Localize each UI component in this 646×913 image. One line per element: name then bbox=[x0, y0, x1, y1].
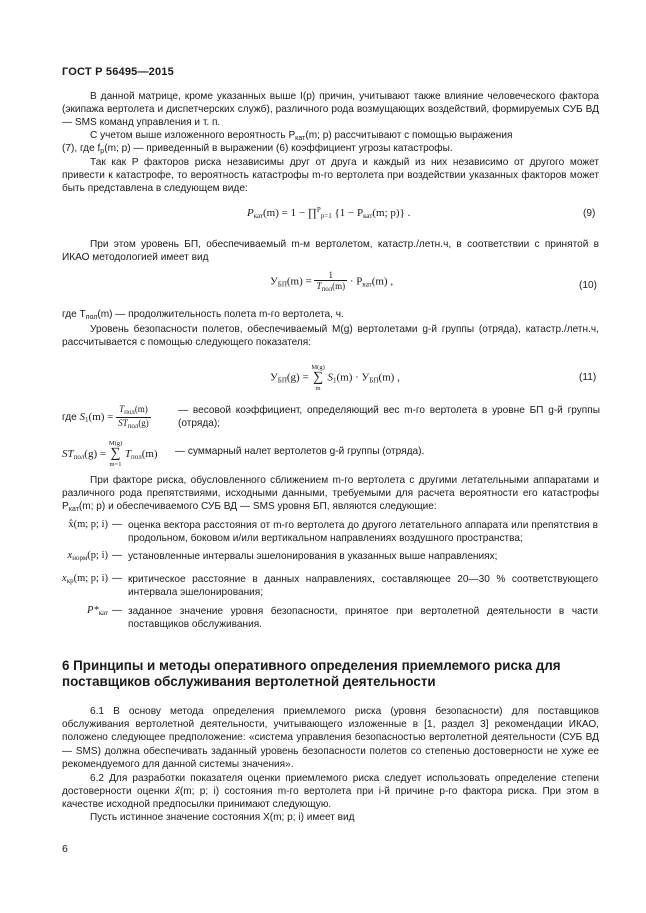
def-symbol-3: $x_{кр}(m$; p; i) bbox=[62, 573, 108, 585]
def-symbol-2: $x_{норм}(p$; i) bbox=[67, 550, 108, 562]
formula-11-number: (11) bbox=[579, 372, 597, 383]
def-text-1: оценка вектора расстояния от m-го вертолета до другого летательного аппарата или препятствия в продольном, боковом и/или вертикальном направлениях воздушного пространства; bbox=[128, 520, 598, 545]
paragraph-probability-line1: С учетом выше изложенного вероятность $P_{кат}(m$; p) рассчитывают с помощью выражения bbox=[90, 130, 513, 142]
paragraph-6-1: 6.1 В основу метода определения приемлемого риска (уровня безопасности) для поставщиков обслуживания вертолетной деятельности, учитывающего изложенные в [1, раздел 3] рекомендации ИКАО, положено следующее предположение: «система управления безопасностью вертолетной деятельности (СУБ ВД — SMS) должна обеспечивать заданный уровень безопасности полетов со степенью достоверности не хуже ее рекомендуемого для данной системы значения». bbox=[62, 706, 599, 770]
paragraph-6-2: 6.2 Для разработки показателя оценки приемлемого риска следует использовать определение степени достоверности оценки x̂(m; p; i) состояния m-го вертолета при i-й причине p-го фактора риска. При этом в качестве исходной предпосылки принимают следующую. bbox=[62, 773, 599, 811]
def-text-3: критическое расстояние в данных направлениях, составляющее 20—30 % соответствующего интервала эшелонирования; bbox=[128, 574, 598, 599]
def-symbol-4: $P*_{кат}$ bbox=[87, 605, 108, 617]
definition-st-text: — суммарный налет вертолетов g-й группы (отряда). bbox=[175, 446, 425, 457]
def-dash-2: — bbox=[112, 550, 123, 561]
paragraph-flight-duration: где $T_{пол}(m)$ — продолжительность полета m-го вертолета, ч. bbox=[62, 309, 344, 321]
def-text-2: установленные интервалы эшелонирования в указанных выше направлениях; bbox=[128, 551, 498, 562]
paragraph-safety-level: При этом уровень БП, обеспечиваемый m-м вертолетом, катастр./летн.ч, в соответствии с принятой в ИКАО методологией имеет вид bbox=[62, 239, 599, 264]
formula-9: $P_{кат}(m) = 1$ − ∏$^P_{p=1}$ {$1 - P_{кат}(m$; p)} . bbox=[247, 206, 411, 220]
standard-header: ГОСТ Р 56495—2015 bbox=[62, 66, 174, 78]
s1-fraction: $\frac{T_{пол}(m)}{ST_{пол}(g)}$ bbox=[118, 404, 149, 430]
formula-11-sum: M(g) ∑ m bbox=[311, 364, 325, 392]
definition-s1: где $S_1(m)$ = $\frac{T_{пол}(m)}{ST_{пол}(g)}$ bbox=[62, 404, 149, 430]
definition-s1-text: — весовой коэффициент, определяющий вес m-го вертолета в уровне БП g-й группы (отряда); bbox=[178, 405, 600, 430]
formula-10-number: (10) bbox=[579, 280, 597, 291]
paragraph-risk-factors: Так как P факторов риска независимы друг от друга и каждый из них независимо от другого может привести к катастрофе, то вероятность катастрофы m-го вертолета при воздействии указанных факторов может быть представлена в следующем виде: bbox=[62, 157, 599, 195]
formula-11: $У_{БП}(g) = M(g)$ ∑ m $S_1(m) \cdot У_{БП}(m)$ , bbox=[270, 364, 400, 392]
def-dash-3: — bbox=[112, 573, 123, 584]
paragraph-collision-risk: При факторе риска, обусловленного сближением m-го вертолета с другими летательными аппаратами и различного рода препятствиями, исходными данными, требуемыми для расчета вероятности его катастрофы $P_{кат}(m$; p) и обеспечиваемого СУБ ВД — SMS уровня БП, являются следующие: bbox=[62, 475, 599, 514]
formula-10-fraction: $\frac{1}{T_{пол}(m)}$ bbox=[316, 270, 346, 293]
st-sum: M(g) ∑ m=1 bbox=[108, 440, 123, 468]
page-number: 6 bbox=[62, 843, 68, 855]
definition-st: $ST_{пол}(g) = M(g)$ ∑ m=1 $T_{пол}(m)$ bbox=[62, 440, 158, 468]
paragraph-matrix: В данной матрице, кроме указанных выше I(p) причин, учитывают также влияние человеческого фактора (экипажа вертолета и диспетчерских служб), различного рода возмущающих воздействий, формируемых СУБ ВД — SMS команд управления и т. п. bbox=[62, 91, 599, 129]
def-dash-4: — bbox=[112, 605, 123, 616]
def-text-4: заданное значение уровня безопасности, принятое при вертолетной деятельности в части поставщиков обслуживания. bbox=[128, 606, 598, 631]
paragraph-true-state: Пусть истинное значение состояния X(m; p; i) имеет вид bbox=[90, 812, 355, 823]
formula-9-number: (9) bbox=[583, 208, 596, 219]
def-dash-1: — bbox=[112, 519, 123, 530]
def-symbol-1: x̂(m; p; i) bbox=[68, 519, 108, 530]
paragraph-group-safety: Уровень безопасности полетов, обеспечиваемый M(g) вертолетами g-й группы (отряда), катастр./летн.ч, рассчитывается с помощью следующего показателя: bbox=[62, 324, 599, 349]
formula-10: $У_{БП}(m)$ = $\frac{1}{T_{пол}(m)}$ · $P_{кат}(m)$ , bbox=[270, 270, 394, 293]
section-6-title: 6 Принципы и методы оперативного определения приемлемого риска для поставщиков обслуживания вертолетной деятельности bbox=[62, 658, 561, 689]
paragraph-probability-line2: (7), где $f_p(m$; p) — приведенный в выражении (6) коэффициент угрозы катастрофы. bbox=[62, 143, 453, 155]
